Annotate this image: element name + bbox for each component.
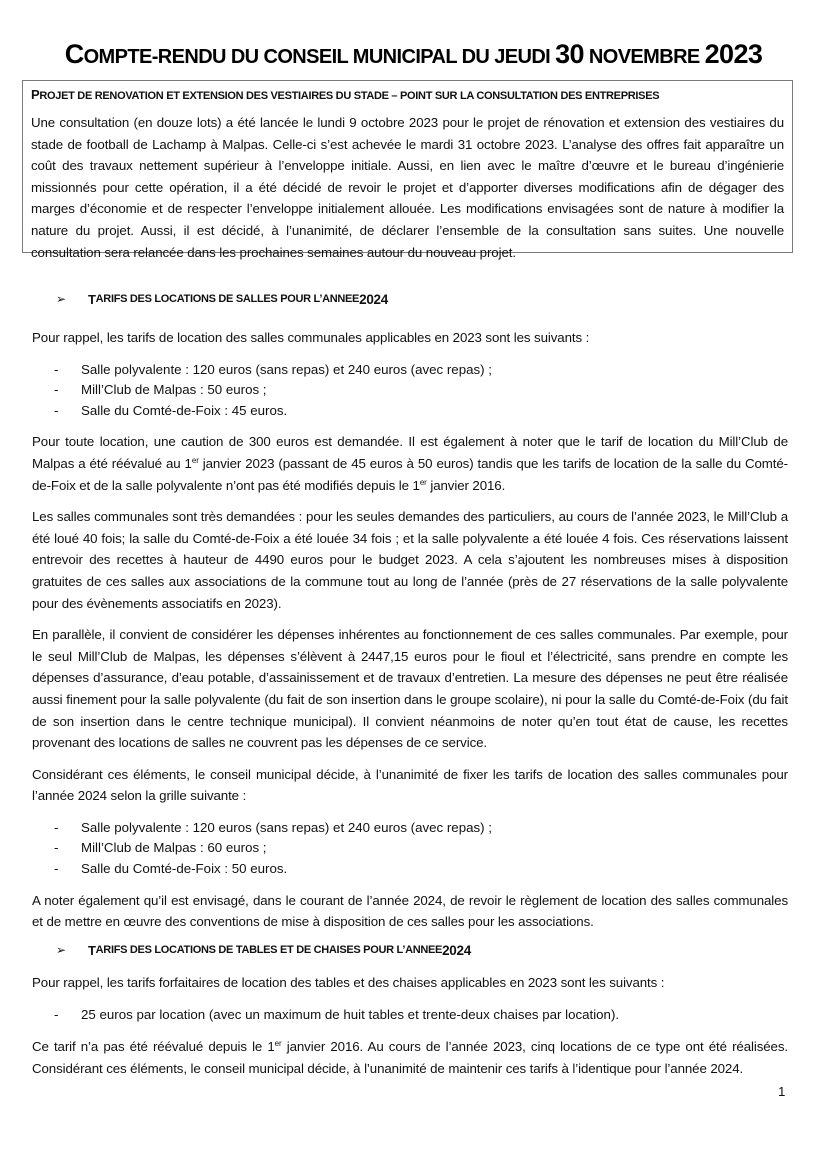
- title-month: NOVEMBRE: [583, 46, 705, 69]
- text-run: janvier 2016.: [426, 477, 506, 493]
- note-paragraph: A noter également qu’il est envisagé, dans le courant de l’année 2024, de revoir le règlement de location des salles communales et de mettre en œuvre des conventions de mise à disposition de ces salles pour les associations.: [32, 892, 788, 930]
- dash-bullet-icon: -: [54, 1006, 59, 1022]
- list-item-text: Salle polyvalente : 120 euros (sans repas) et 240 euros (avec repas) ;: [81, 361, 492, 377]
- heading-year: 2024: [359, 291, 388, 307]
- superscript: er: [419, 477, 427, 487]
- dash-bullet-icon: -: [54, 861, 59, 877]
- text-run: janvier 2023 (passant de 45 euros à 50 euros) tandis que les tarifs de location de la salle du Comté-de-Foix et de la salle polyvalente n’ont pas été modifiés depuis le 1: [32, 455, 789, 493]
- list-item: [32, 818, 788, 839]
- text-run: Pour toute location, une caution de 300 euros est demandée. Il est également à noter que le tarif de location du Mill’Club de Malpas a été réévalué au 1: [32, 434, 788, 471]
- dash-bullet-icon: -: [54, 361, 59, 377]
- text-run: Ce tarif n’a pas été réévalué depuis le 1: [32, 1039, 275, 1055]
- demande-paragraph: Les salles communales sont très demandées : pour les seules demandes des particuliers, au cours de l’année 2023, le Mill’Club a été loué 40 fois; la salle du Comté-de-Foix a été louée 34 fois ; et la salle polyvalente a été louée 4 fois. Ces réservations laissent entrevoir des recettes à hauteur de 4490 euros pour le budget 2023. A cela s’ajoutent les nombreuses mises à disposition gratuites de ces salles aux associations de la commune tout au long de l’année (près de 27 réservations de la salle polyvalente pour des évènements associatifs en 2023).: [32, 509, 788, 611]
- tables-conclusion: [32, 1036, 788, 1079]
- page-title: [0, 39, 827, 70]
- list-item: [32, 859, 788, 880]
- page-number: 1: [778, 1084, 786, 1099]
- list-item-text: Salle du Comté-de-Foix : 50 euros.: [81, 861, 288, 877]
- heading-year: 2024: [442, 942, 471, 958]
- stadium-project-paragraph: Une consultation (en douze lots) a été lancée le lundi 9 octobre 2023 pour le projet de rénovation et extension des vestiaires du stade de football de Lachamp à Malpas. Celle-ci s’est achevée le mardi 31 octobre 2023. L’analyse des offres fait apparaître un coût des travaux nettement supérieur à l’enveloppe initiale. Aussi, en lien avec le maître d’œuvre et le bureau d’ingénierie missionnés pour cette opération, il a été décidé de revoir le projet et d’apporter diverses modifications afin de dégager des marges d’économie et de respecter l’enveloppe initialement allouée. Les modifications envisagées sont de nature à modifier la nature du projet. Aussi, il est décidé, à l’unanimité, de déclarer l’ensemble de la consultation sans suites. Une nouvelle consultation sera relancée dans les prochaines semaines autour du nouveau projet.: [31, 115, 784, 260]
- section-tables: [32, 940, 788, 1079]
- list-item: [32, 1005, 788, 1026]
- stadium-project-box: [22, 80, 793, 260]
- list-item-text: Mill’Club de Malpas : 50 euros ;: [81, 382, 267, 398]
- list-item: [32, 401, 788, 422]
- list-item-text: Salle polyvalente : 120 euros (sans repas) et 240 euros (avec repas) ;: [81, 819, 492, 835]
- list-item-text: 25 euros par location (avec un maximum de huit tables et trente-deux chaises par location).: [81, 1006, 620, 1022]
- superscript: er: [191, 455, 199, 465]
- section-salles: [32, 289, 788, 933]
- tarifs-2023-list: [32, 360, 788, 422]
- title-year: 2023: [704, 39, 763, 70]
- decision-paragraph: Considérant ces éléments, le conseil municipal décide, à l’unanimité de fixer les tarifs de location des salles communales pour l’année 2024 selon la grille suivante :: [32, 766, 788, 804]
- heading-initial: T: [88, 942, 96, 958]
- stadium-project-heading: [31, 85, 784, 105]
- list-item: [32, 380, 788, 401]
- arrow-bullet-icon: ➢: [56, 943, 66, 957]
- tables-tarifs-list: [32, 1005, 788, 1026]
- tarifs-2024-list: [32, 818, 788, 880]
- heading-text: ARIFS DES LOCATIONS DE TABLES ET DE CHAISES POUR L’ANNEE: [95, 944, 443, 956]
- dash-bullet-icon: -: [54, 840, 59, 856]
- text-run: janvier 2016. Au cours de l’année 2023, cinq locations de ce type ont été réalisées. Considérant ces éléments, le conseil municipal décide, à l’unanimité de maintenir ces tarifs à l’identique pour l’année 2024.: [32, 1039, 788, 1076]
- section-heading-salles: [32, 289, 788, 309]
- arrow-bullet-icon: ➢: [56, 292, 66, 306]
- list-item-text: Mill’Club de Malpas : 60 euros ;: [81, 840, 267, 856]
- section-heading-tables: [32, 940, 788, 960]
- caution-paragraph: [32, 431, 788, 496]
- title-initial: C: [64, 39, 84, 70]
- dash-bullet-icon: -: [54, 402, 59, 418]
- heading-text: ROJET DE RENOVATION ET EXTENSION DES VESTIAIRES DU STADE – POINT SUR LA CONSULTATION DES ENTREPRISES: [39, 90, 660, 102]
- heading-text: ARIFS DES LOCATIONS DE SALLES POUR L’ANNEE: [95, 293, 360, 305]
- superscript: er: [274, 1039, 282, 1049]
- tables-intro: Pour rappel, les tarifs forfaitaires de location des tables et des chaises applicables en 2023 sont les suivants :: [32, 975, 665, 990]
- heading-initial: T: [88, 291, 96, 307]
- list-item: [32, 360, 788, 381]
- title-text: OMPTE-RENDU DU CONSEIL MUNICIPAL DU JEUDI: [83, 46, 556, 69]
- heading-initial: P: [31, 87, 40, 102]
- dash-bullet-icon: -: [54, 382, 59, 398]
- list-item-text: Salle du Comté-de-Foix : 45 euros.: [81, 402, 288, 418]
- salles-intro: Pour rappel, les tarifs de location des salles communales applicables en 2023 sont les suivants :: [32, 330, 590, 345]
- title-day: 30: [555, 39, 584, 70]
- dash-bullet-icon: -: [54, 819, 59, 835]
- depenses-paragraph: En parallèle, il convient de considérer les dépenses inhérentes au fonctionnement de ces salles communales. Par exemple, pour le seul Mill’Club de Malpas, les dépenses s’élèvent à 2447,15 euros pour le fioul et l’électricité, sans prendre en compte les dépenses d’assurance, d’eau potable, d’assainissement et de travaux d’entretien. La mesure des dépenses ne peut être réalisée aussi finement pour la salle polyvalente (du fait de son insertion dans le groupe scolaire), ni pour la salle du Comté-de-Foix (du fait de son insertion dans le centre technique municipal). Il convient néanmoins de noter qu’en tout état de cause, les recettes provenant des locations de salles ne couvrent pas les dépenses de ce service.: [32, 627, 788, 751]
- list-item: [32, 838, 788, 859]
